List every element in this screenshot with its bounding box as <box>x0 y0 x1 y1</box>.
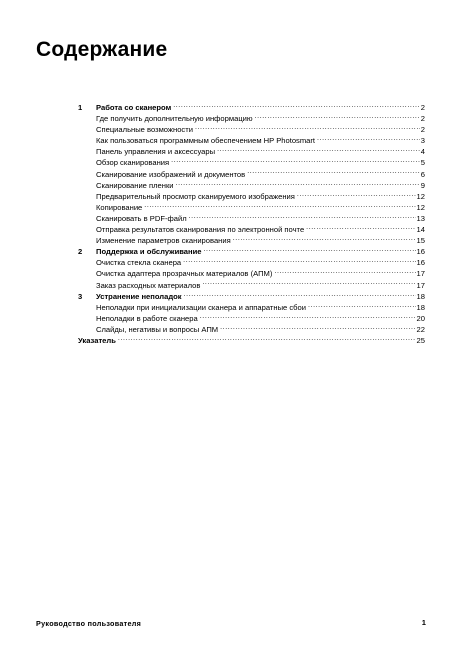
toc-page-number: 16 <box>416 247 425 257</box>
toc-entry-label: Очистка адаптера прозрачных материалов (АПМ) <box>96 269 273 279</box>
toc-entry-label: Копирование <box>96 202 143 212</box>
page-title: Содержание <box>36 38 168 61</box>
toc-dot-leader <box>118 334 416 343</box>
toc-entry-label: Неполадки при инициализации сканера и аппаратные сбои <box>96 302 306 312</box>
toc-dot-leader <box>255 112 420 121</box>
toc-entry-label: Указатель <box>78 335 116 345</box>
toc-entry-label: Слайды, негативы и вопросы АПМ <box>96 324 219 334</box>
toc-entry-label: Где получить дополнительную информацию <box>96 114 253 124</box>
toc-entry[interactable] <box>78 134 425 145</box>
toc-page-number: 9 <box>420 180 425 190</box>
toc-page-number: 4 <box>420 147 425 157</box>
toc-dot-leader <box>184 290 416 299</box>
toc-entry[interactable] <box>78 123 425 134</box>
toc-page-number: 12 <box>416 191 425 201</box>
toc-page-number: 6 <box>420 169 425 179</box>
toc-entry-label: Сканирование пленки <box>96 180 174 190</box>
toc-dot-leader <box>217 145 420 154</box>
toc-page-number: 16 <box>416 258 425 268</box>
toc-page-number: 20 <box>416 313 425 323</box>
toc-entry[interactable] <box>78 223 425 234</box>
toc-page-number: 2 <box>420 103 425 112</box>
toc-entry[interactable] <box>78 145 425 156</box>
toc-entry[interactable] <box>78 312 425 323</box>
toc-entry-label: Устранение неполадок <box>96 291 182 301</box>
toc-entry[interactable] <box>78 179 425 190</box>
toc-page-number: 15 <box>416 236 425 246</box>
toc-entry-label: Заказ расходных материалов <box>96 280 201 290</box>
toc-entry[interactable] <box>78 301 425 312</box>
toc-page-number: 18 <box>416 291 425 301</box>
toc-entry-label: Специальные возможности <box>96 125 193 135</box>
footer-page-number: 1 <box>421 618 426 627</box>
toc-dot-leader <box>274 267 415 276</box>
toc-entry-label: Очистка стекла сканера <box>96 258 182 268</box>
toc-entry[interactable] <box>78 279 425 290</box>
toc-entry-label: Отправка результатов сканирования по электронной почте <box>96 225 305 235</box>
toc-entry[interactable] <box>78 156 425 167</box>
toc-dot-leader <box>297 190 416 199</box>
toc-dot-leader <box>247 168 420 177</box>
toc-page-number: 25 <box>416 335 425 345</box>
table-of-contents <box>78 101 425 345</box>
toc-dot-leader <box>317 134 420 143</box>
footer-title: Руководство пользователя <box>36 619 142 628</box>
toc-dot-leader <box>171 156 420 165</box>
toc-chapter[interactable] <box>78 245 425 256</box>
toc-dot-leader <box>202 279 415 288</box>
toc-page-number: 17 <box>416 280 425 290</box>
toc-page-number: 2 <box>420 114 425 124</box>
toc-entry-label: Сканирование изображений и документов <box>96 169 246 179</box>
toc-dot-leader <box>183 256 415 265</box>
toc-page-number: 18 <box>416 302 425 312</box>
toc-entry[interactable] <box>78 267 425 278</box>
toc-entry[interactable] <box>78 190 425 201</box>
toc-page-number: 12 <box>416 202 425 212</box>
toc-dot-leader <box>195 123 420 132</box>
toc-entry-label: Изменение параметров сканирования <box>96 236 231 246</box>
toc-dot-leader <box>204 245 416 254</box>
toc-chapter[interactable] <box>78 290 425 301</box>
toc-chapter[interactable] <box>78 101 425 112</box>
toc-entry-label: Как пользоваться программным обеспечением HP Photosmart <box>96 136 316 146</box>
toc-page-number: 13 <box>416 213 425 223</box>
toc-dot-leader <box>220 323 415 332</box>
toc-dot-leader <box>189 212 416 221</box>
toc-page-number: 22 <box>416 324 425 334</box>
toc-entry-label: Поддержка и обслуживание <box>96 247 202 257</box>
toc-dot-leader <box>233 234 416 243</box>
toc-entry-label: Работа со сканером <box>96 103 172 112</box>
toc-dot-leader <box>144 201 415 210</box>
toc-index-entry[interactable] <box>78 334 425 345</box>
toc-entry[interactable] <box>78 256 425 267</box>
toc-entry[interactable] <box>78 234 425 245</box>
toc-chapter-number: 3 <box>78 291 83 301</box>
toc-dot-leader <box>173 101 420 110</box>
toc-page-number: 2 <box>420 125 425 135</box>
toc-page-number: 5 <box>420 158 425 168</box>
toc-entry-label: Обзор сканирования <box>96 158 170 168</box>
toc-entry-label: Панель управления и аксессуары <box>96 147 216 157</box>
toc-entry[interactable] <box>78 212 425 223</box>
toc-entry[interactable] <box>78 323 425 334</box>
toc-entry-label: Сканировать в PDF-файл <box>96 213 187 223</box>
toc-dot-leader <box>308 301 416 310</box>
toc-entry[interactable] <box>78 168 425 179</box>
toc-chapter-number: 2 <box>78 247 83 257</box>
toc-chapter-number: 1 <box>78 103 83 112</box>
toc-page-number: 17 <box>416 269 425 279</box>
toc-entry[interactable] <box>78 112 425 123</box>
toc-dot-leader <box>176 179 420 188</box>
toc-page-number: 3 <box>420 136 425 146</box>
toc-dot-leader <box>306 223 415 232</box>
toc-page-number: 14 <box>416 225 425 235</box>
toc-dot-leader <box>200 312 416 321</box>
toc-entry[interactable] <box>78 201 425 212</box>
toc-entry-label: Предварительный просмотр сканируемого изображения <box>96 191 295 201</box>
toc-entry-label: Неполадки в работе сканера <box>96 313 198 323</box>
